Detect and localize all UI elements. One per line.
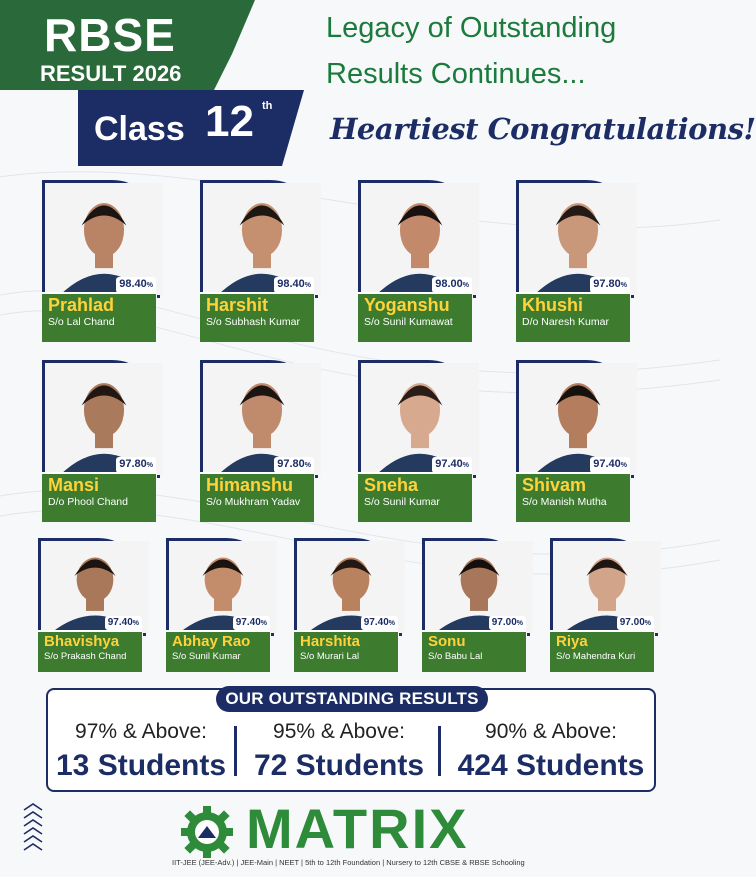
percent-sign: % — [146, 282, 153, 289]
student-parent: S/o Sunil Kumawat — [364, 316, 453, 328]
result-label: 95% & Above: — [273, 720, 405, 743]
student-name-tag — [550, 630, 654, 672]
result-value: 72 Students — [253, 749, 425, 782]
student-score — [233, 616, 270, 630]
student-name: Sneha — [364, 475, 419, 495]
percent-sign: % — [516, 620, 523, 627]
student-parent: S/o Lal Chand — [48, 316, 115, 328]
student-name-tag — [422, 630, 526, 672]
class-number: 12 — [205, 97, 254, 146]
student-name: Khushi — [522, 295, 583, 315]
result-item-95 — [252, 720, 426, 784]
score-value: 97.80 — [593, 278, 621, 290]
chevron-up-icon — [22, 802, 44, 852]
student-score — [590, 277, 630, 293]
student-parent: D/o Phool Chand — [48, 496, 128, 508]
student-card — [200, 180, 318, 342]
student-name: Bhavishya — [44, 633, 120, 650]
student-name: Abhay Rao — [172, 633, 251, 650]
matrix-gear-logo — [174, 806, 240, 858]
student-card — [166, 538, 274, 672]
student-parent: S/o Sunil Kumar — [364, 496, 440, 508]
score-value: 98.00 — [435, 278, 463, 290]
student-card — [358, 360, 476, 522]
percent-sign: % — [304, 462, 311, 469]
student-name-tag — [200, 472, 314, 522]
student-score — [590, 457, 630, 473]
student-card — [42, 180, 160, 342]
student-name: Yoganshu — [364, 295, 450, 315]
student-name: Harshita — [300, 633, 361, 650]
student-name: Harshit — [206, 295, 269, 315]
student-name-tag — [516, 292, 630, 342]
percent-sign: % — [462, 282, 469, 289]
percent-sign: % — [146, 462, 153, 469]
student-parent: S/o Murari Lal — [300, 651, 360, 662]
student-card — [422, 538, 530, 672]
legacy-line-1: Legacy of Outstanding — [326, 12, 617, 44]
student-card — [550, 538, 658, 672]
result-divider — [234, 726, 237, 776]
student-card — [294, 538, 402, 672]
score-value: 97.40 — [593, 458, 621, 470]
class-superscript: th — [262, 100, 273, 112]
results-title: OUR OUTSTANDING RESULTS — [216, 686, 488, 712]
student-name-tag — [516, 472, 630, 522]
result-label: 90% & Above: — [485, 720, 617, 743]
result-divider — [438, 726, 441, 776]
percent-sign: % — [388, 620, 395, 627]
score-value: 97.80 — [119, 458, 147, 470]
student-parent: S/o Babu Lal — [428, 651, 483, 662]
student-score — [432, 457, 472, 473]
student-parent: S/o Sunil Kumar — [172, 651, 241, 662]
matrix-brand: MATRIX — [246, 797, 469, 860]
student-parent: S/o Prakash Chand — [44, 651, 127, 662]
student-parent: D/o Naresh Kumar — [522, 316, 609, 328]
result-year: RESULT 2026 — [40, 61, 182, 86]
student-name: Himanshu — [206, 475, 294, 495]
student-name-tag — [42, 472, 156, 522]
student-name-tag — [358, 472, 472, 522]
score-value: 97.00 — [619, 617, 645, 628]
legacy-line-2: Results Continues... — [326, 58, 586, 90]
percent-sign: % — [260, 620, 267, 627]
student-score — [432, 277, 472, 293]
student-card — [516, 360, 634, 522]
student-parent: S/o Mukhram Yadav — [206, 496, 301, 508]
score-value: 97.80 — [277, 458, 305, 470]
percent-sign: % — [620, 282, 627, 289]
result-label: 97% & Above: — [75, 720, 207, 743]
student-name-tag — [166, 630, 270, 672]
student-score — [489, 616, 526, 630]
result-item-97 — [56, 720, 226, 784]
student-score — [105, 616, 142, 630]
rbse-title: RBSE — [44, 9, 176, 61]
percent-sign: % — [462, 462, 469, 469]
student-score — [361, 616, 398, 630]
class-label: Class — [94, 110, 185, 148]
student-score — [116, 277, 156, 293]
percent-sign: % — [132, 620, 139, 627]
result-value: 424 Students — [457, 749, 645, 782]
student-parent: S/o Manish Mutha — [522, 496, 607, 508]
score-value: 97.40 — [363, 617, 389, 628]
percent-sign: % — [304, 282, 311, 289]
student-card — [200, 360, 318, 522]
student-name-tag — [200, 292, 314, 342]
score-value: 97.40 — [435, 458, 463, 470]
score-value: 98.40 — [119, 278, 147, 290]
student-score — [274, 457, 314, 473]
student-parent: S/o Subhash Kumar — [206, 316, 300, 328]
student-name-tag — [358, 292, 472, 342]
student-card — [516, 180, 634, 342]
student-card — [42, 360, 160, 522]
score-value: 98.40 — [277, 278, 305, 290]
student-score — [116, 457, 156, 473]
student-parent: S/o Mahendra Kuri — [556, 651, 636, 662]
result-value: 13 Students — [56, 749, 227, 782]
score-value: 97.00 — [491, 617, 517, 628]
student-name: Mansi — [48, 475, 100, 495]
student-name: Sonu — [428, 633, 466, 650]
student-card — [38, 538, 146, 672]
student-score — [617, 616, 654, 630]
percent-sign: % — [620, 462, 627, 469]
student-name-tag — [42, 292, 156, 342]
student-name: Shivam — [522, 475, 587, 495]
footer-tagline: IIT-JEE (JEE-Adv.) | JEE-Main | NEET | 5th to 12th Foundation | Nursery to 12th CBSE & RBSE Schooling — [172, 858, 525, 867]
student-name-tag — [294, 630, 398, 672]
result-item-90 — [456, 720, 646, 784]
student-score — [274, 277, 314, 293]
student-card — [358, 180, 476, 342]
student-name-tag — [38, 630, 142, 672]
percent-sign: % — [644, 620, 651, 627]
student-name: Prahlad — [48, 295, 115, 315]
congratulations-text: Heartiest Congratulations! — [330, 112, 756, 146]
student-name: Riya — [556, 633, 588, 650]
score-value: 97.40 — [107, 617, 133, 628]
score-value: 97.40 — [235, 617, 261, 628]
